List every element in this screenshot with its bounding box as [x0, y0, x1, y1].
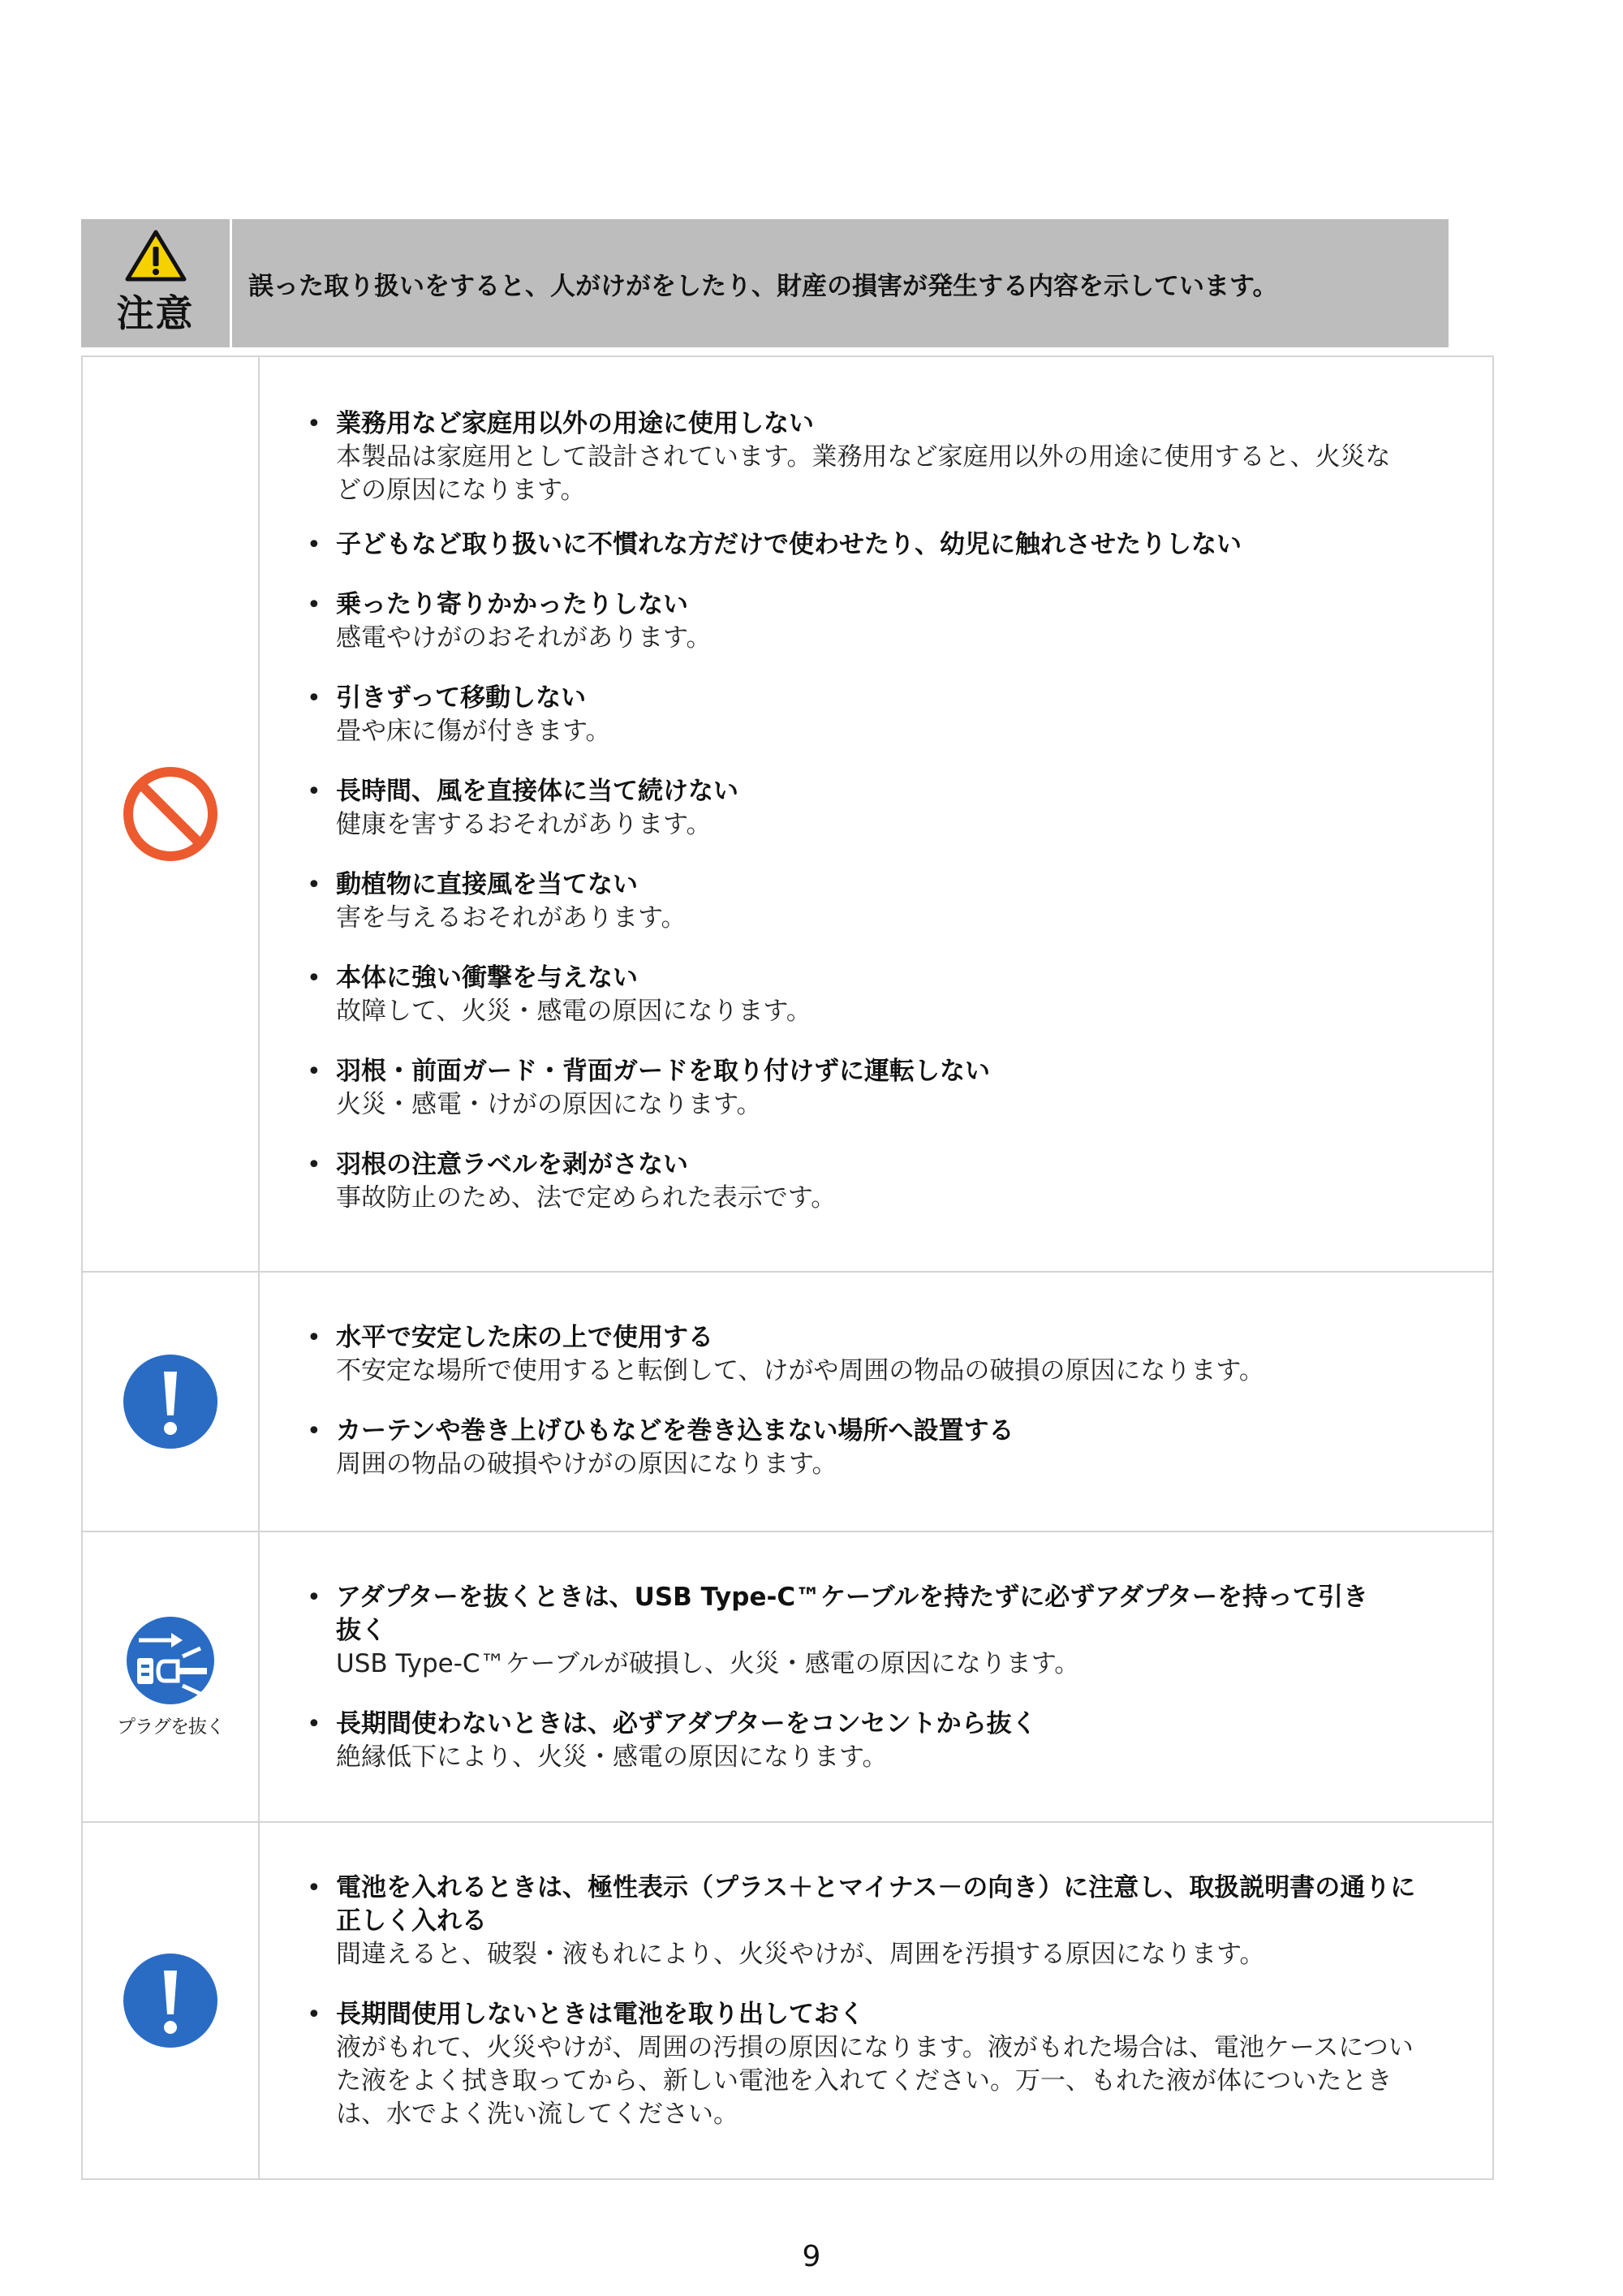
item-desc: た液をよく拭き取ってから、新しい電池を入れてください。万一、もれた液が体についたとき — [336, 2066, 1393, 2096]
caution-label: 注意 — [116, 291, 195, 335]
unplug-label: プラグを抜く — [117, 1716, 224, 1738]
list-item: • アダプターを抜くときは、USB Type-C™ケーブルを持たずに必ずアダプターを持って引き 抜く USB Type-C™ケーブルが破損し、火災・感電の原因になります。 — [307, 1581, 1460, 1681]
icon-cell — [83, 357, 260, 1271]
caution-label-box — [81, 219, 232, 347]
item-title: 本体に強い衝撃を与えない — [336, 963, 638, 993]
list-item: • 水平で安定した床の上で使用する 不安定な場所で使用すると転倒して、けがや周囲の物品の破損の原因になります。 — [307, 1321, 1460, 1388]
unplug-icon — [126, 1616, 215, 1705]
mandatory-exclamation-icon — [123, 1953, 218, 2048]
warning-triangle-icon — [125, 229, 187, 282]
items-cell — [260, 357, 1492, 1271]
list-item: • 子どもなど取り扱いに不慣れな方だけで使わせたり、幼児に触れさせたりしない — [307, 528, 1460, 562]
section-prohibited — [83, 357, 1492, 1271]
item-desc: 不安定な場所で使用すると転倒して、けがや周囲の物品の破損の原因になります。 — [336, 1356, 1264, 1385]
list-item: • 乗ったり寄りかかったりしない 感電やけがのおそれがあります。 — [307, 588, 1460, 655]
item-desc: どの原因になります。 — [336, 476, 586, 505]
item-title: 引きずって移動しない — [336, 683, 587, 713]
item-desc: 事故防止のため、法で定められた表示です。 — [336, 1183, 837, 1213]
list-item: • 引きずって移動しない 畳や床に傷が付きます。 — [307, 682, 1460, 748]
item-desc: 本製品は家庭用として設計されています。業務用など家庭用以外の用途に使用すると、火災な — [336, 442, 1391, 472]
mandatory-exclamation-icon — [123, 1354, 218, 1450]
caution-header — [81, 219, 1449, 347]
item-desc: 間違えると、破裂・液もれにより、火災やけが、周囲を汚損する原因になります。 — [336, 1940, 1265, 1969]
item-desc: USB Type-C™ケーブルが破損し、火災・感電の原因になります。 — [336, 1649, 1080, 1678]
page-number: 9 — [802, 2240, 821, 2273]
item-desc: 故障して、火災・感電の原因になります。 — [336, 997, 812, 1026]
warning-table — [81, 355, 1494, 2180]
item-title: 羽根・前面ガード・背面ガードを取り付けずに運転しない — [336, 1057, 990, 1086]
item-title: アダプターを抜くときは、USB Type-C™ケーブルを持たずに必ずアダプターを持って引き — [336, 1583, 1368, 1612]
list-item: • 長時間、風を直接体に当て続けない 健康を害するおそれがあります。 — [307, 775, 1460, 842]
list-item: • 羽根・前面ガード・背面ガードを取り付けずに運転しない 火災・感電・けがの原因になります。 — [307, 1055, 1460, 1122]
list-item: • カーテンや巻き上げひもなどを巻き込まない場所へ設置する 周囲の物品の破損やけがの原因になります。 — [307, 1415, 1460, 1481]
item-title: 長期間使用しないときは電池を取り出しておく — [336, 2000, 864, 2029]
items-cell — [260, 1823, 1492, 2178]
list-item: • 長期間使用しないときは電池を取り出しておく 液がもれて、火災やけが、周囲の汚損の原因になります。液がもれた場合は、電池ケースについ た液をよく拭き取ってから、新しい電池を入れてください。万一、もれた液が体についたとき は、水でよく洗い流してください。 — [307, 1998, 1460, 2131]
item-desc: は、水でよく洗い流してください。 — [336, 2100, 738, 2129]
item-desc: 害を与えるおそれがあります。 — [336, 903, 687, 933]
list-item: • 業務用など家庭用以外の用途に使用しない 本製品は家庭用として設計されています。業務用など家庭用以外の用途に使用すると、火災な どの原因になります。 — [307, 407, 1460, 507]
list-item: • 動植物に直接風を当てない 害を与えるおそれがあります。 — [307, 868, 1460, 935]
item-desc: 健康を害するおそれがあります。 — [336, 810, 712, 839]
item-desc: 畳や床に傷が付きます。 — [336, 717, 611, 746]
list-item: • 羽根の注意ラベルを剥がさない 事故防止のため、法で定められた表示です。 — [307, 1148, 1460, 1215]
item-desc: 液がもれて、火災やけが、周囲の汚損の原因になります。液がもれた場合は、電池ケースについ — [336, 2033, 1414, 2062]
item-title-cont: 抜く — [336, 1616, 386, 1645]
list-item: • 本体に強い衝撃を与えない 故障して、火災・感電の原因になります。 — [307, 962, 1460, 1028]
items-cell — [260, 1273, 1492, 1531]
icon-cell — [83, 1273, 260, 1531]
item-title: 水平で安定した床の上で使用する — [336, 1323, 713, 1352]
icon-cell — [83, 1532, 260, 1821]
item-desc: 周囲の物品の破損やけがの原因になります。 — [336, 1450, 837, 1479]
item-title: 子どもなど取り扱いに不慣れな方だけで使わせたり、幼児に触れさせたりしない — [336, 530, 1242, 559]
caution-description: 誤った取り扱いをすると、人がけがをしたり、財産の損害が発生する内容を示しています。 — [248, 271, 1278, 301]
item-desc: 絶縁低下により、火災・感電の原因になります。 — [336, 1742, 888, 1772]
item-title: 電池を入れるときは、極性表示（プラス＋とマイナス－の向き）に注意し、取扱説明書の通りに — [336, 1873, 1416, 1902]
section-unplug — [83, 1531, 1492, 1821]
section-battery — [83, 1821, 1492, 2178]
item-title: カーテンや巻き上げひもなどを巻き込まない場所へ設置する — [336, 1416, 1014, 1445]
prohibition-icon — [123, 766, 218, 862]
item-title: 長時間、風を直接体に当て続けない — [336, 777, 738, 806]
item-title: 業務用など家庭用以外の用途に使用しない — [336, 409, 814, 438]
item-title-cont: 正しく入れる — [336, 1906, 487, 1936]
items-cell — [260, 1532, 1492, 1821]
section-installation — [83, 1271, 1492, 1531]
list-item: • 長期間使わないときは、必ずアダプターをコンセントから抜く 絶縁低下により、火災・感電の原因になります。 — [307, 1708, 1460, 1774]
item-title: 長期間使わないときは、必ずアダプターをコンセントから抜く — [336, 1709, 1037, 1738]
icon-cell — [83, 1823, 260, 2178]
item-desc: 感電やけがのおそれがあります。 — [336, 623, 712, 653]
item-title: 乗ったり寄りかかったりしない — [336, 590, 688, 619]
list-item: • 電池を入れるときは、極性表示（プラス＋とマイナス－の向き）に注意し、取扱説明書の通りに 正しく入れる 間違えると、破裂・液もれにより、火災やけが、周囲を汚損する原因になります。 — [307, 1872, 1460, 1971]
item-title: 羽根の注意ラベルを剥がさない — [336, 1150, 688, 1179]
item-desc: 火災・感電・けがの原因になります。 — [336, 1090, 762, 1119]
item-title: 動植物に直接風を当てない — [336, 870, 638, 899]
